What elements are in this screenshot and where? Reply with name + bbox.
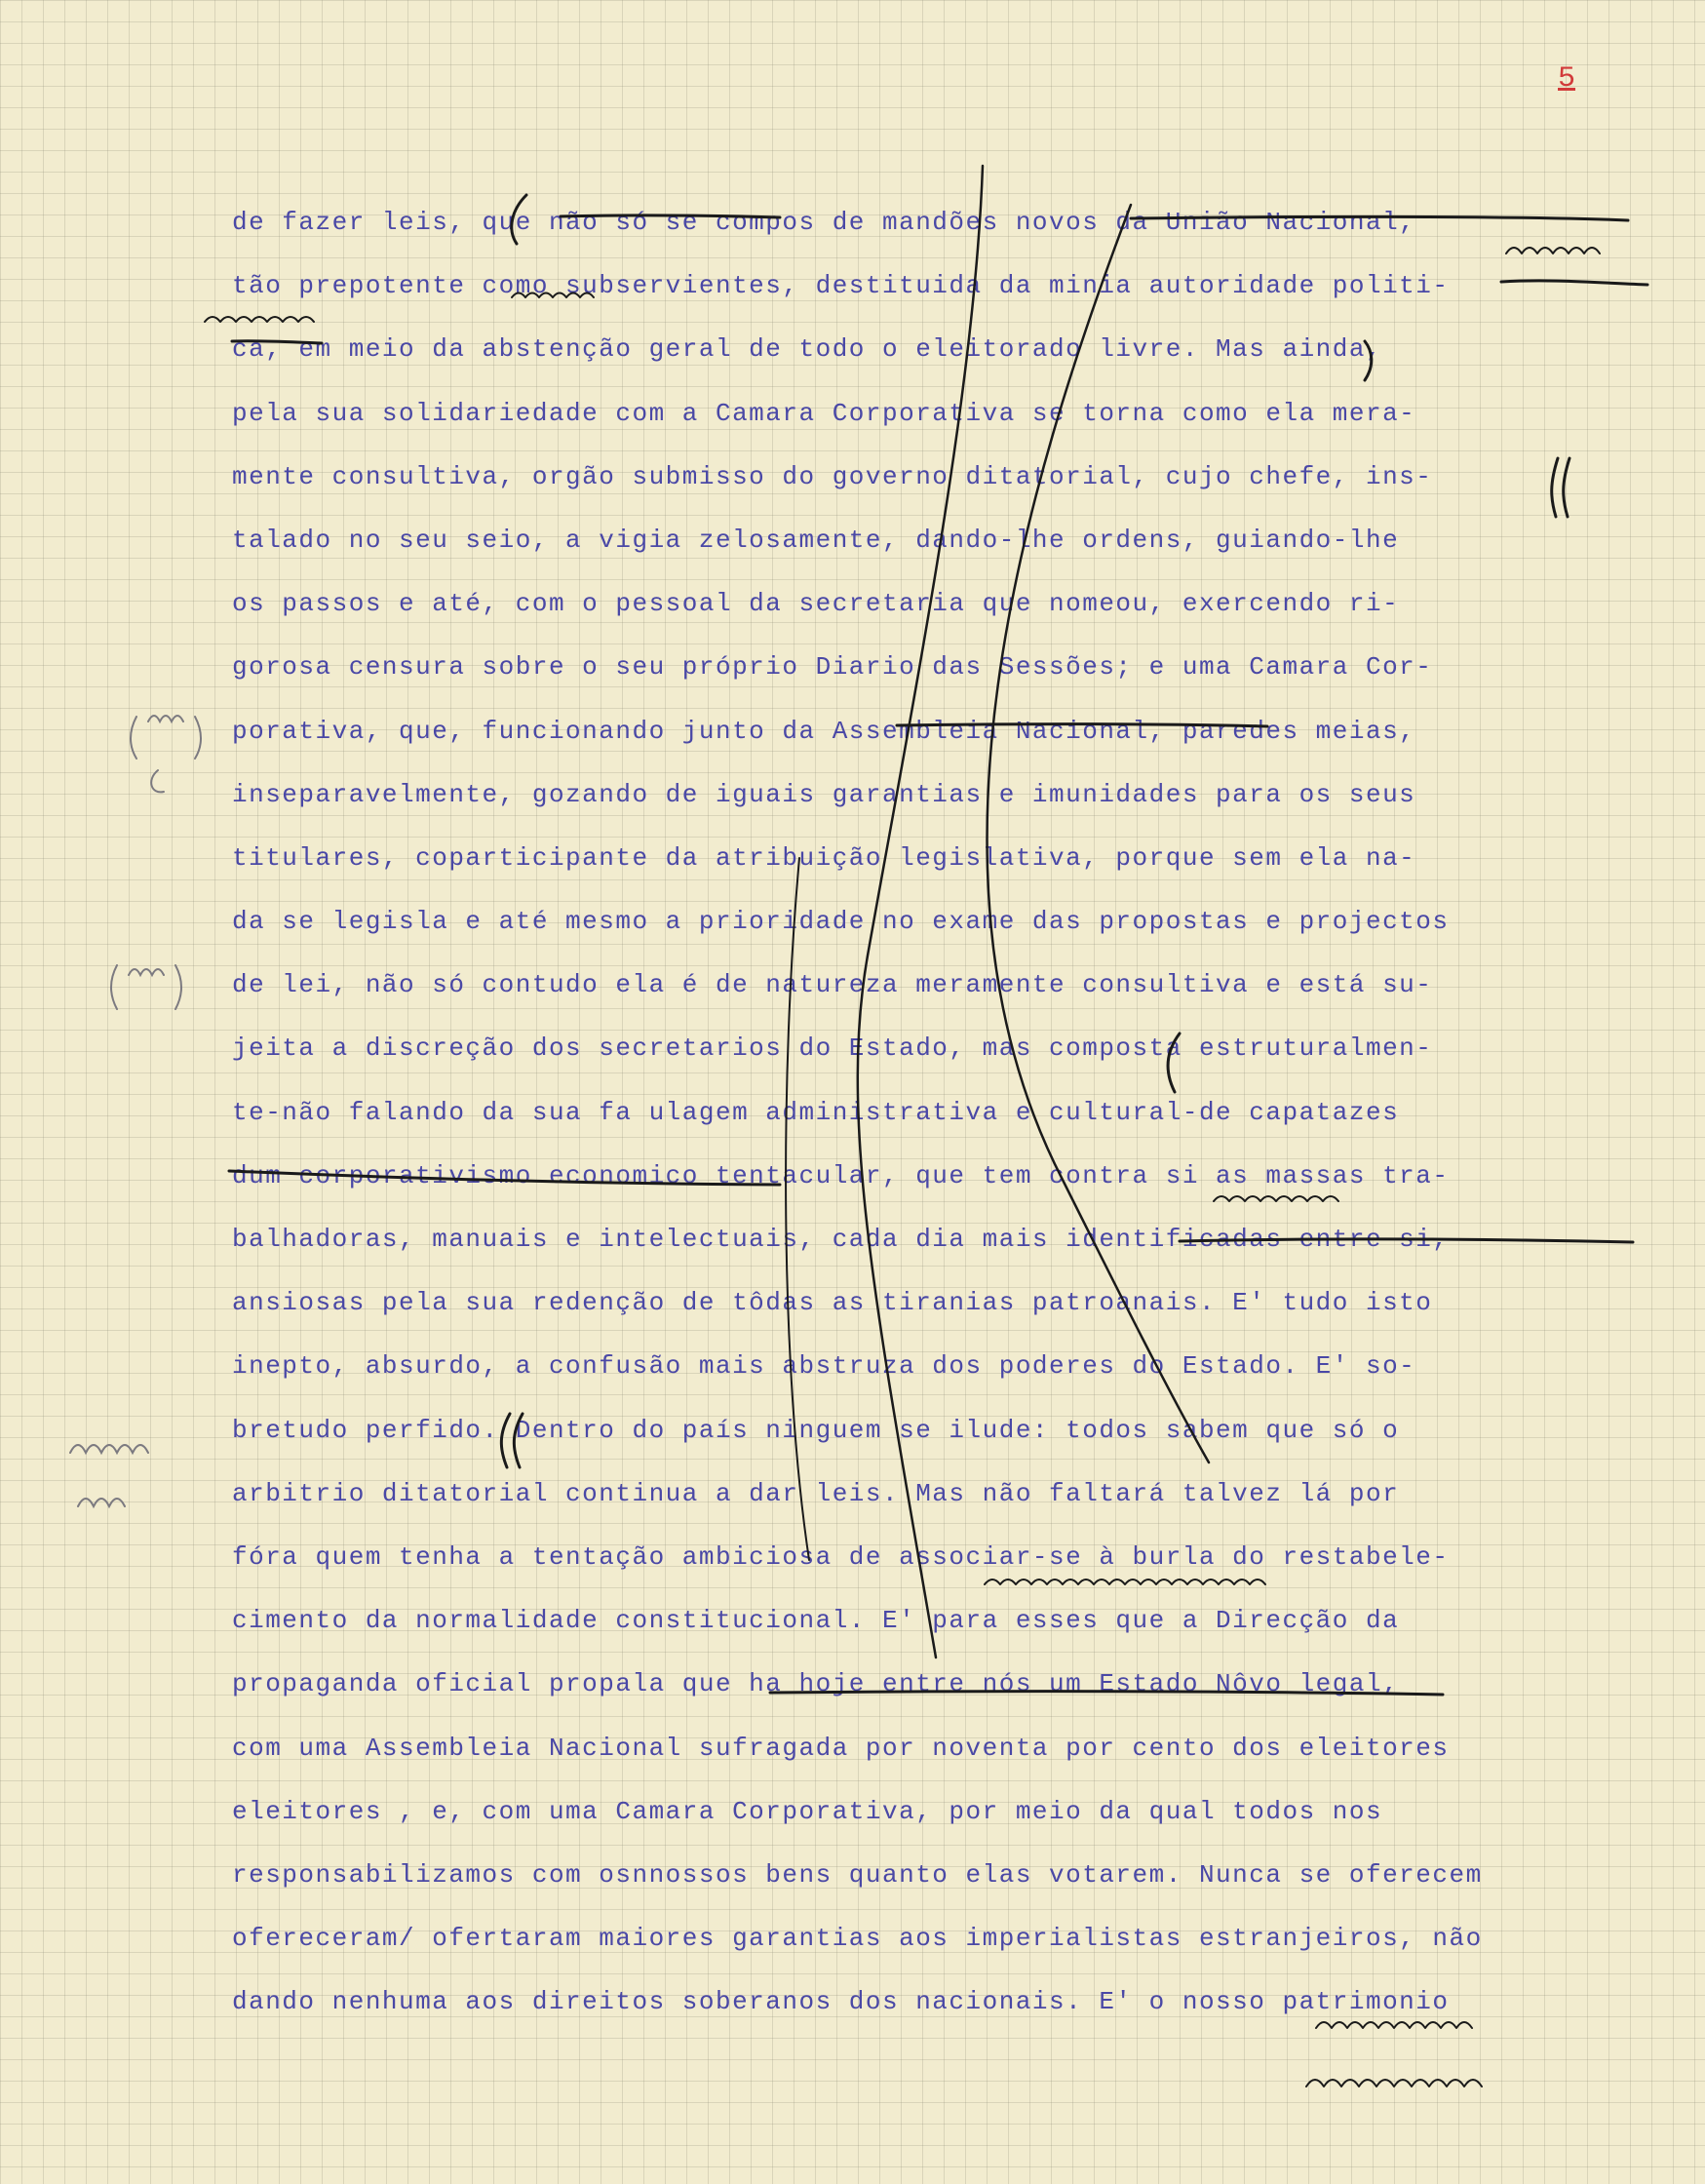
text-line-13: de lei, não só contudo ela é de natureza meramente consultiva e está su- (232, 970, 1433, 1000)
text-line-29: dando nenhuma aos direitos soberanos dos nacionais. E' o nosso patrimonio (232, 1987, 1450, 2017)
text-line-22: fóra quem tenha a tentação ambiciosa de associar-se à burla do restabele- (232, 1541, 1450, 1572)
text-line-8: gorosa censura sobre o seu próprio Diario das Sessões; e uma Camara Cor- (232, 652, 1433, 682)
text-line-18: ansiosas pela sua redenção de tôdas as tiranias patroanais. E' tudo isto (232, 1288, 1433, 1318)
text-line-11: titulares, coparticipante da atribuição legislativa, porque sem ela na- (232, 842, 1416, 873)
page-number: 5 (1558, 62, 1576, 96)
text-line-17: balhadoras, manuais e intelectuais, cada dia mais identificadas entre si, (232, 1225, 1450, 1254)
text-line-24: propaganda oficial propala que ha hoje entre nós um Estado Nôvo legal, (232, 1669, 1400, 1699)
text-line-7: os passos e até, com o pessoal da secretaria que nomeou, exercendo ri- (232, 589, 1400, 619)
text-line-6: talado no seu seio, a vigia zelosamente, dando-lhe ordens, guiando-lhe (232, 525, 1400, 555)
margin-pencil-mark-2 (111, 965, 181, 1009)
text-line-25: com uma Assembleia Nacional sufragada por noventa por cento dos eleitores (232, 1733, 1450, 1763)
text-line-19: inepto, absurdo, a confusão mais abstruza dos poderes do Estado. E' so- (232, 1351, 1416, 1382)
text-line-2: tão prepotente como subservientes, destituida da minia autoridade politi- (232, 271, 1450, 301)
text-line-20: bretudo perfido. Dentro do país ninguem se ilude: todos sabem que só o (232, 1415, 1400, 1445)
text-line-5: mente consultiva, orgão submisso do governo ditatorial, cujo chefe, ins- (232, 461, 1433, 491)
text-line-9: porativa, que, funcionando junto da Assembleia Nacional, paredes meias, (232, 716, 1416, 746)
text-line-23: cimento da normalidade constitucional. E' para esses que a Direcção da (232, 1606, 1400, 1636)
text-line-4: pela sua solidariedade com a Camara Corporativa se torna como ela mera- (232, 398, 1416, 428)
text-line-28: ofereceram/ ofertaram maiores garantias aos imperialistas estranjeiros, não (232, 1924, 1483, 1954)
text-line-12: da se legisla e até mesmo a prioridade no exame das propostas e projectos (232, 907, 1450, 937)
typed-text-body (232, 191, 1655, 2034)
text-line-1: de fazer leis, que não só se compos de mandões novos da União Nacional, (232, 208, 1416, 237)
text-line-21: arbitrio ditatorial continua a dar leis. Mas não faltará talvez lá por (232, 1478, 1400, 1508)
text-line-15: te-não falando da sua fa ulagem administrativa e cultural-de capatazes (232, 1097, 1400, 1127)
text-line-14: jeita a discreção dos secretarios do Estado, mas composta estruturalmen- (232, 1034, 1433, 1064)
text-line-3: ca, em meio da abstenção geral de todo o eleitorado livre. Mas ainda, (232, 334, 1383, 365)
text-line-10: inseparavelmente, gozando de iguais garantias e imunidades para os seus (232, 779, 1416, 809)
margin-pencil-mark-1 (131, 716, 201, 792)
text-line-27: responsabilizamos com osnnossos bens quanto elas votarem. Nunca se oferecem (232, 1859, 1483, 1890)
text-line-16: dum corporativismo economico tentacular, que tem contra si as massas tra- (232, 1160, 1450, 1190)
margin-pencil-mark-3 (70, 1445, 148, 1506)
text-line-26: eleitores , e, com uma Camara Corporativa, por meio da qual todos nos (232, 1796, 1383, 1826)
